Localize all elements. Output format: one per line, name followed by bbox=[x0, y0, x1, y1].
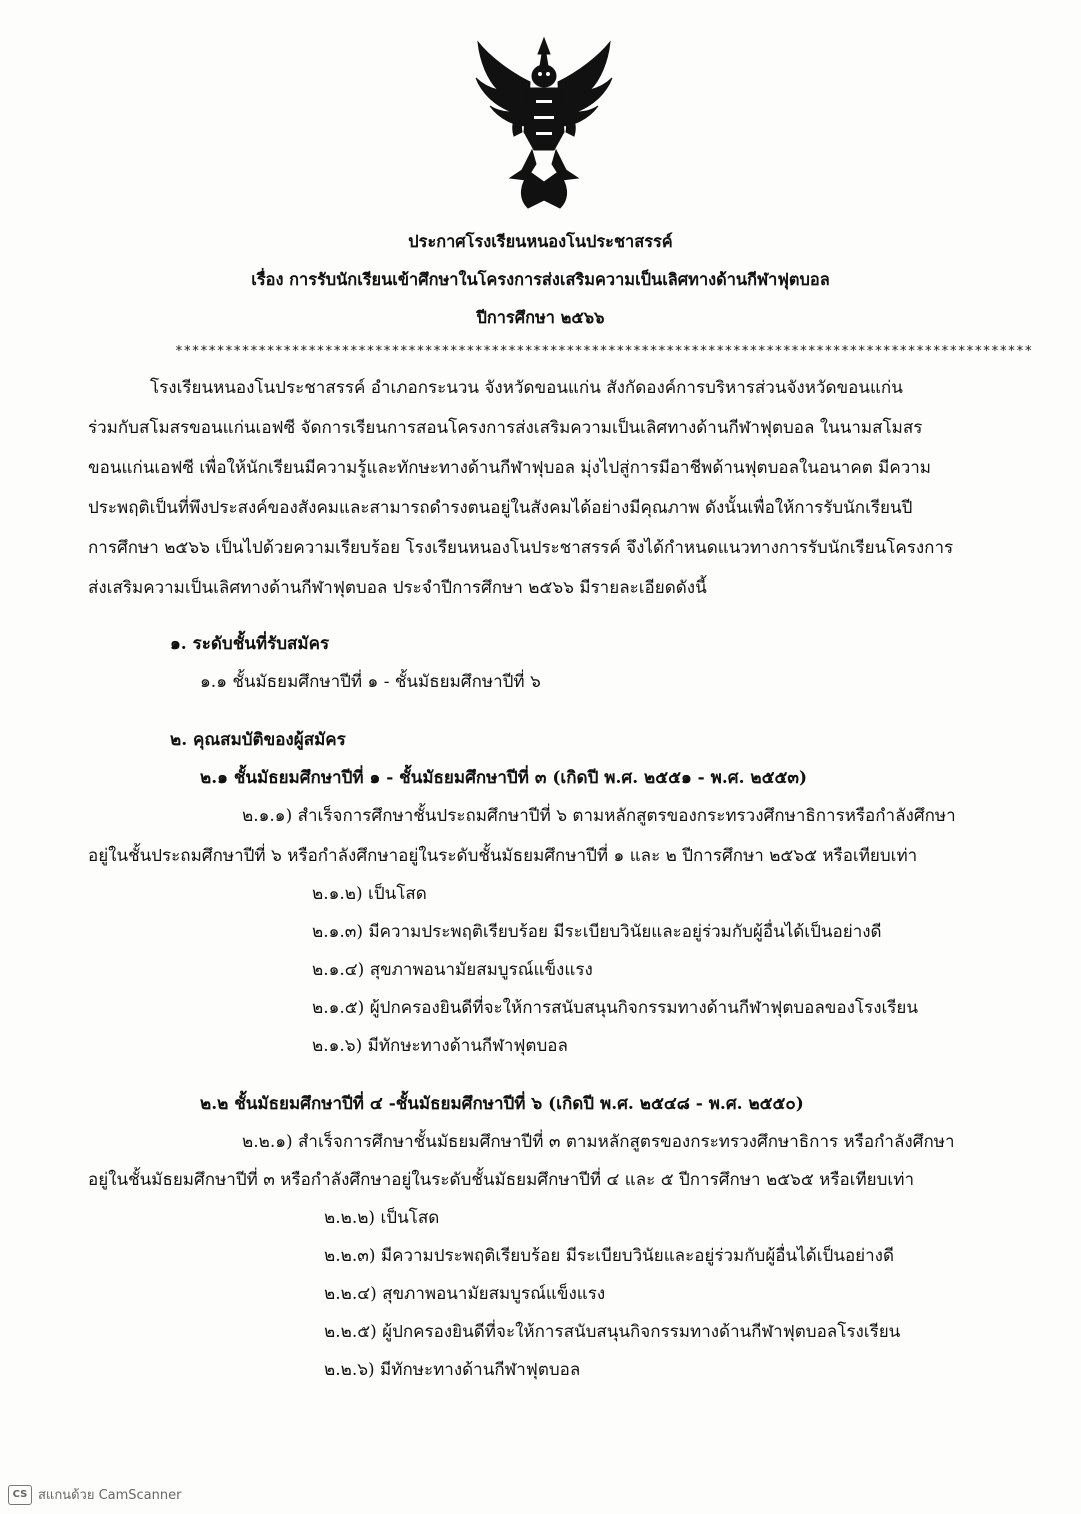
intro-line-5: การศึกษา ๒๕๖๖ เป็นไปด้วยความเรียบร้อย โรงเรียนหนองโนประชาสรรค์ จึงได้กำหนดแนวทางการรับนักเรียนโครงการ bbox=[88, 538, 954, 558]
section-2-2-item: ๒.๒.๒) เป็นโสด bbox=[324, 1208, 440, 1228]
intro-line-4: ประพฤติเป็นที่พึงประสงค์ของสังคมและสามารถดำรงตนอยู่ในสังคมได้อย่างมีคุณภาพ ดังนั้นเพื่อให้การรับนักเรียนปี bbox=[88, 498, 913, 518]
section-2-2-item: ๒.๒.๓) มีความประพฤติเรียบร้อย มีระเบียบวินัยและอยู่ร่วมกับผู้อื่นได้เป็นอย่างดี bbox=[324, 1246, 894, 1266]
section-2-1-1-line-1: ๒.๑.๑) สำเร็จการศึกษาชั้นประถมศึกษาปีที่ ๖ ตามหลักสูตรของกระทรวงศึกษาธิการหรือกำลังศึกษา bbox=[242, 806, 956, 826]
section-2-2-item: ๒.๒.๕) ผู้ปกครองยินดีที่จะให้การสนับสนุนกิจกรรมทางด้านกีฬาฟุตบอลโรงเรียน bbox=[324, 1322, 901, 1342]
section-2-1-item: ๒.๑.๕) ผู้ปกครองยินดีที่จะให้การสนับสนุนกิจกรรมทางด้านกีฬาฟุตบอลของโรงเรียน bbox=[312, 998, 919, 1018]
section-2-heading: ๒. คุณสมบัติของผู้สมัคร bbox=[170, 730, 346, 750]
section-2-2-1-line-1: ๒.๒.๑) สำเร็จการศึกษาชั้นมัธยมศึกษาปีที่ ๓ ตามหลักสูตรของกระทรวงศึกษาธิการ หรือกำลังศึกษา bbox=[242, 1132, 955, 1152]
section-2-2-item: ๒.๒.๖) มีทักษะทางด้านกีฬาฟุตบอล bbox=[324, 1360, 581, 1380]
intro-line-3: ขอนแก่นเอฟซี เพื่อให้นักเรียนมีความรู้และทักษะทางด้านกีฬาฟุบอล มุ่งไปสู่การมีอาชีพด้านฟุตบอลในอนาคต มีความ bbox=[88, 458, 932, 478]
camscanner-watermark bbox=[8, 1484, 181, 1505]
camscanner-text: สแกนด้วย CamScanner bbox=[38, 1488, 182, 1503]
section-2-1-item: ๒.๑.๓) มีความประพฤติเรียบร้อย มีระเบียบวินัยและอยู่ร่วมกับผู้อื่นได้เป็นอย่างดี bbox=[312, 922, 882, 942]
intro-line-6: ส่งเสริมความเป็นเลิศทางด้านกีฬาฟุตบอล ประจำปีการศึกษา ๒๕๖๖ มีรายละเอียดดังนี้ bbox=[88, 578, 707, 598]
separator-stars: ******************************************************************************************************* bbox=[175, 344, 1033, 359]
section-1-heading: ๑. ระดับชั้นที่รับสมัคร bbox=[170, 634, 330, 654]
intro-line-1: โรงเรียนหนองโนประชาสรรค์ อำเภอกระนวน จังหวัดขอนแก่น สังกัดองค์การบริหารส่วนจังหวัดขอนแก่น bbox=[150, 378, 903, 398]
section-2-1-heading: ๒.๑ ชั้นมัธยมศึกษาปีที่ ๑ - ชั้นมัธยมศึกษาปีที่ ๓ (เกิดปี พ.ศ. ๒๕๕๑ - พ.ศ. ๒๕๕๓) bbox=[200, 768, 808, 788]
section-2-1-item: ๒.๑.๒) เป็นโสด bbox=[312, 884, 427, 904]
announcement-title: ประกาศโรงเรียนหนองโนประชาสรรค์ bbox=[408, 232, 673, 251]
camscanner-logo-icon: CS bbox=[8, 1485, 32, 1505]
intro-line-2: ร่วมกับสโมสรขอนแก่นเอฟซี จัดการเรียนการสอนโครงการส่งเสริมความเป็นเลิศทางด้านกีฬาฟุตบอล ในนามสโมสร bbox=[88, 418, 923, 438]
section-2-2-heading: ๒.๒ ชั้นมัธยมศึกษาปีที่ ๔ -ชั้นมัธยมศึกษาปีที่ ๖ (เกิดปี พ.ศ. ๒๕๔๘ - พ.ศ. ๒๕๕๐) bbox=[200, 1094, 804, 1114]
section-2-1-item: ๒.๑.๔) สุขภาพอนามัยสมบูรณ์แข็งแรง bbox=[312, 960, 593, 980]
section-2-1-1-line-2: อยู่ในชั้นประถมศึกษาปีที่ ๖ หรือกำลังศึกษาอยู่ในระดับชั้นมัธยมศึกษาปีที่ ๑ และ ๒ ปีการศึกษา ๒๕๖๕ หรือเทียบเท่า bbox=[88, 846, 918, 866]
garuda-emblem-icon bbox=[470, 32, 618, 212]
section-1-item: ๑.๑ ชั้นมัธยมศึกษาปีที่ ๑ - ชั้นมัธยมศึกษาปีที่ ๖ bbox=[200, 672, 541, 692]
announcement-subject: เรื่อง การรับนักเรียนเข้าศึกษาในโครงการส่งเสริมความเป็นเลิศทางด้านกีฬาฟุตบอล bbox=[251, 270, 830, 289]
section-2-2-item: ๒.๒.๔) สุขภาพอนามัยสมบูรณ์แข็งแรง bbox=[324, 1284, 606, 1304]
section-2-1-item: ๒.๑.๖) มีทักษะทางด้านกีฬาฟุตบอล bbox=[312, 1036, 568, 1056]
academic-year: ปีการศึกษา ๒๕๖๖ bbox=[476, 308, 605, 327]
section-2-2-1-line-2: อยู่ในชั้นมัธยมศึกษาปีที่ ๓ หรือกำลังศึกษาอยู่ในระดับชั้นมัธยมศึกษาปีที่ ๔ และ ๕ ปีการศึกษา ๒๕๖๕ หรือเทียบเท่า bbox=[88, 1170, 914, 1190]
